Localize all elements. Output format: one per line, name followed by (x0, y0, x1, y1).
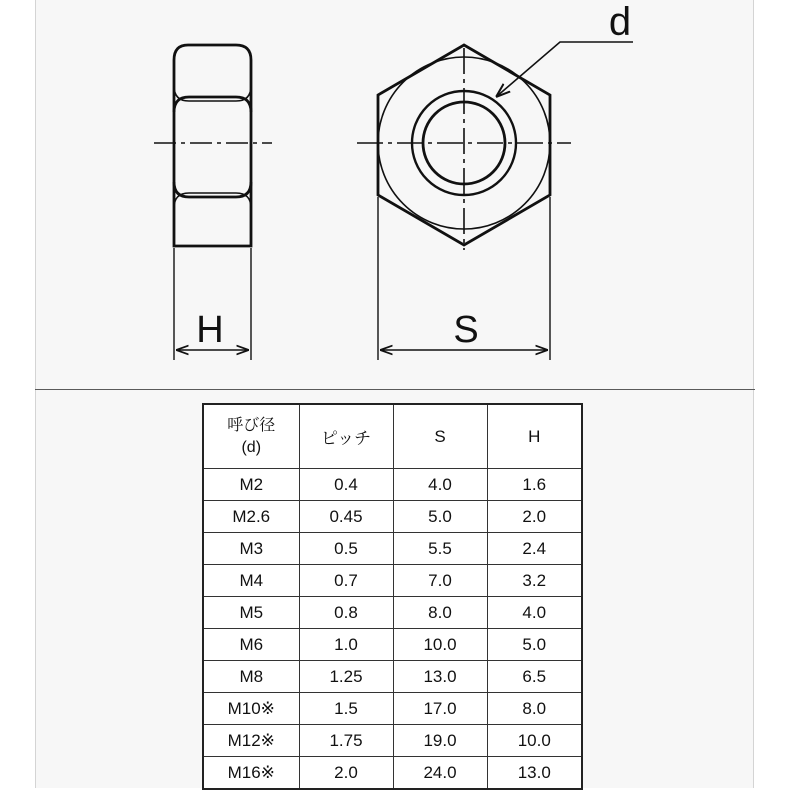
diameter-label: d (608, 0, 632, 44)
cell-nominal: M3 (203, 533, 299, 565)
nut-side-view (174, 45, 251, 246)
table-row (203, 661, 582, 693)
cell-s: 5.0 (393, 501, 487, 533)
nut-size-table (202, 403, 583, 790)
cell-pitch: 1.75 (299, 725, 393, 757)
table-row (203, 693, 582, 725)
cell-pitch: 2.0 (299, 757, 393, 790)
cell-pitch: 0.8 (299, 597, 393, 629)
side-view-lower-curve-bottom (174, 193, 251, 208)
cell-s: 4.0 (393, 469, 487, 501)
cell-h: 2.4 (487, 533, 582, 565)
cell-s: 24.0 (393, 757, 487, 790)
table-row (203, 501, 582, 533)
cell-pitch: 1.25 (299, 661, 393, 693)
diameter-leader (496, 42, 633, 97)
height-label: H (196, 309, 224, 351)
cell-s: 10.0 (393, 629, 487, 661)
table-row (203, 725, 582, 757)
table-row (203, 469, 582, 501)
cell-nominal: M16※ (203, 757, 299, 790)
cell-nominal: M10※ (203, 693, 299, 725)
cell-s: 7.0 (393, 565, 487, 597)
cell-nominal: M8 (203, 661, 299, 693)
header-s: S (393, 404, 487, 469)
cell-pitch: 0.45 (299, 501, 393, 533)
cell-pitch: 0.5 (299, 533, 393, 565)
cell-s: 17.0 (393, 693, 487, 725)
header-pitch: ピッチ (299, 404, 393, 469)
cell-h: 3.2 (487, 565, 582, 597)
hex-nut-drawing (0, 0, 788, 390)
cell-h: 5.0 (487, 629, 582, 661)
cell-nominal: M12※ (203, 725, 299, 757)
cell-s: 19.0 (393, 725, 487, 757)
table-header-row (203, 404, 582, 469)
width-across-flats-label: S (453, 309, 479, 351)
cell-h: 1.6 (487, 469, 582, 501)
table-row (203, 629, 582, 661)
side-view-upper-curve-top (174, 97, 251, 112)
header-nominal-diameter: 呼び径 (d) (203, 404, 299, 469)
side-view-outline (174, 45, 251, 246)
cell-pitch: 0.7 (299, 565, 393, 597)
table-row (203, 533, 582, 565)
cell-nominal: M2 (203, 469, 299, 501)
cell-s: 13.0 (393, 661, 487, 693)
header-h: H (487, 404, 582, 469)
cell-nominal: M6 (203, 629, 299, 661)
cell-pitch: 1.0 (299, 629, 393, 661)
table-row (203, 565, 582, 597)
cell-h: 13.0 (487, 757, 582, 790)
cell-h: 8.0 (487, 693, 582, 725)
cell-nominal: M4 (203, 565, 299, 597)
cell-pitch: 0.4 (299, 469, 393, 501)
side-view-lower-curve-top (174, 182, 251, 197)
side-view-upper-curve-bottom (174, 86, 251, 101)
cell-h: 10.0 (487, 725, 582, 757)
cell-nominal: M5 (203, 597, 299, 629)
cell-h: 2.0 (487, 501, 582, 533)
cell-s: 5.5 (393, 533, 487, 565)
cell-s: 8.0 (393, 597, 487, 629)
cell-nominal: M2.6 (203, 501, 299, 533)
table-row (203, 757, 582, 790)
cell-h: 4.0 (487, 597, 582, 629)
table-row (203, 597, 582, 629)
cell-h: 6.5 (487, 661, 582, 693)
cell-pitch: 1.5 (299, 693, 393, 725)
